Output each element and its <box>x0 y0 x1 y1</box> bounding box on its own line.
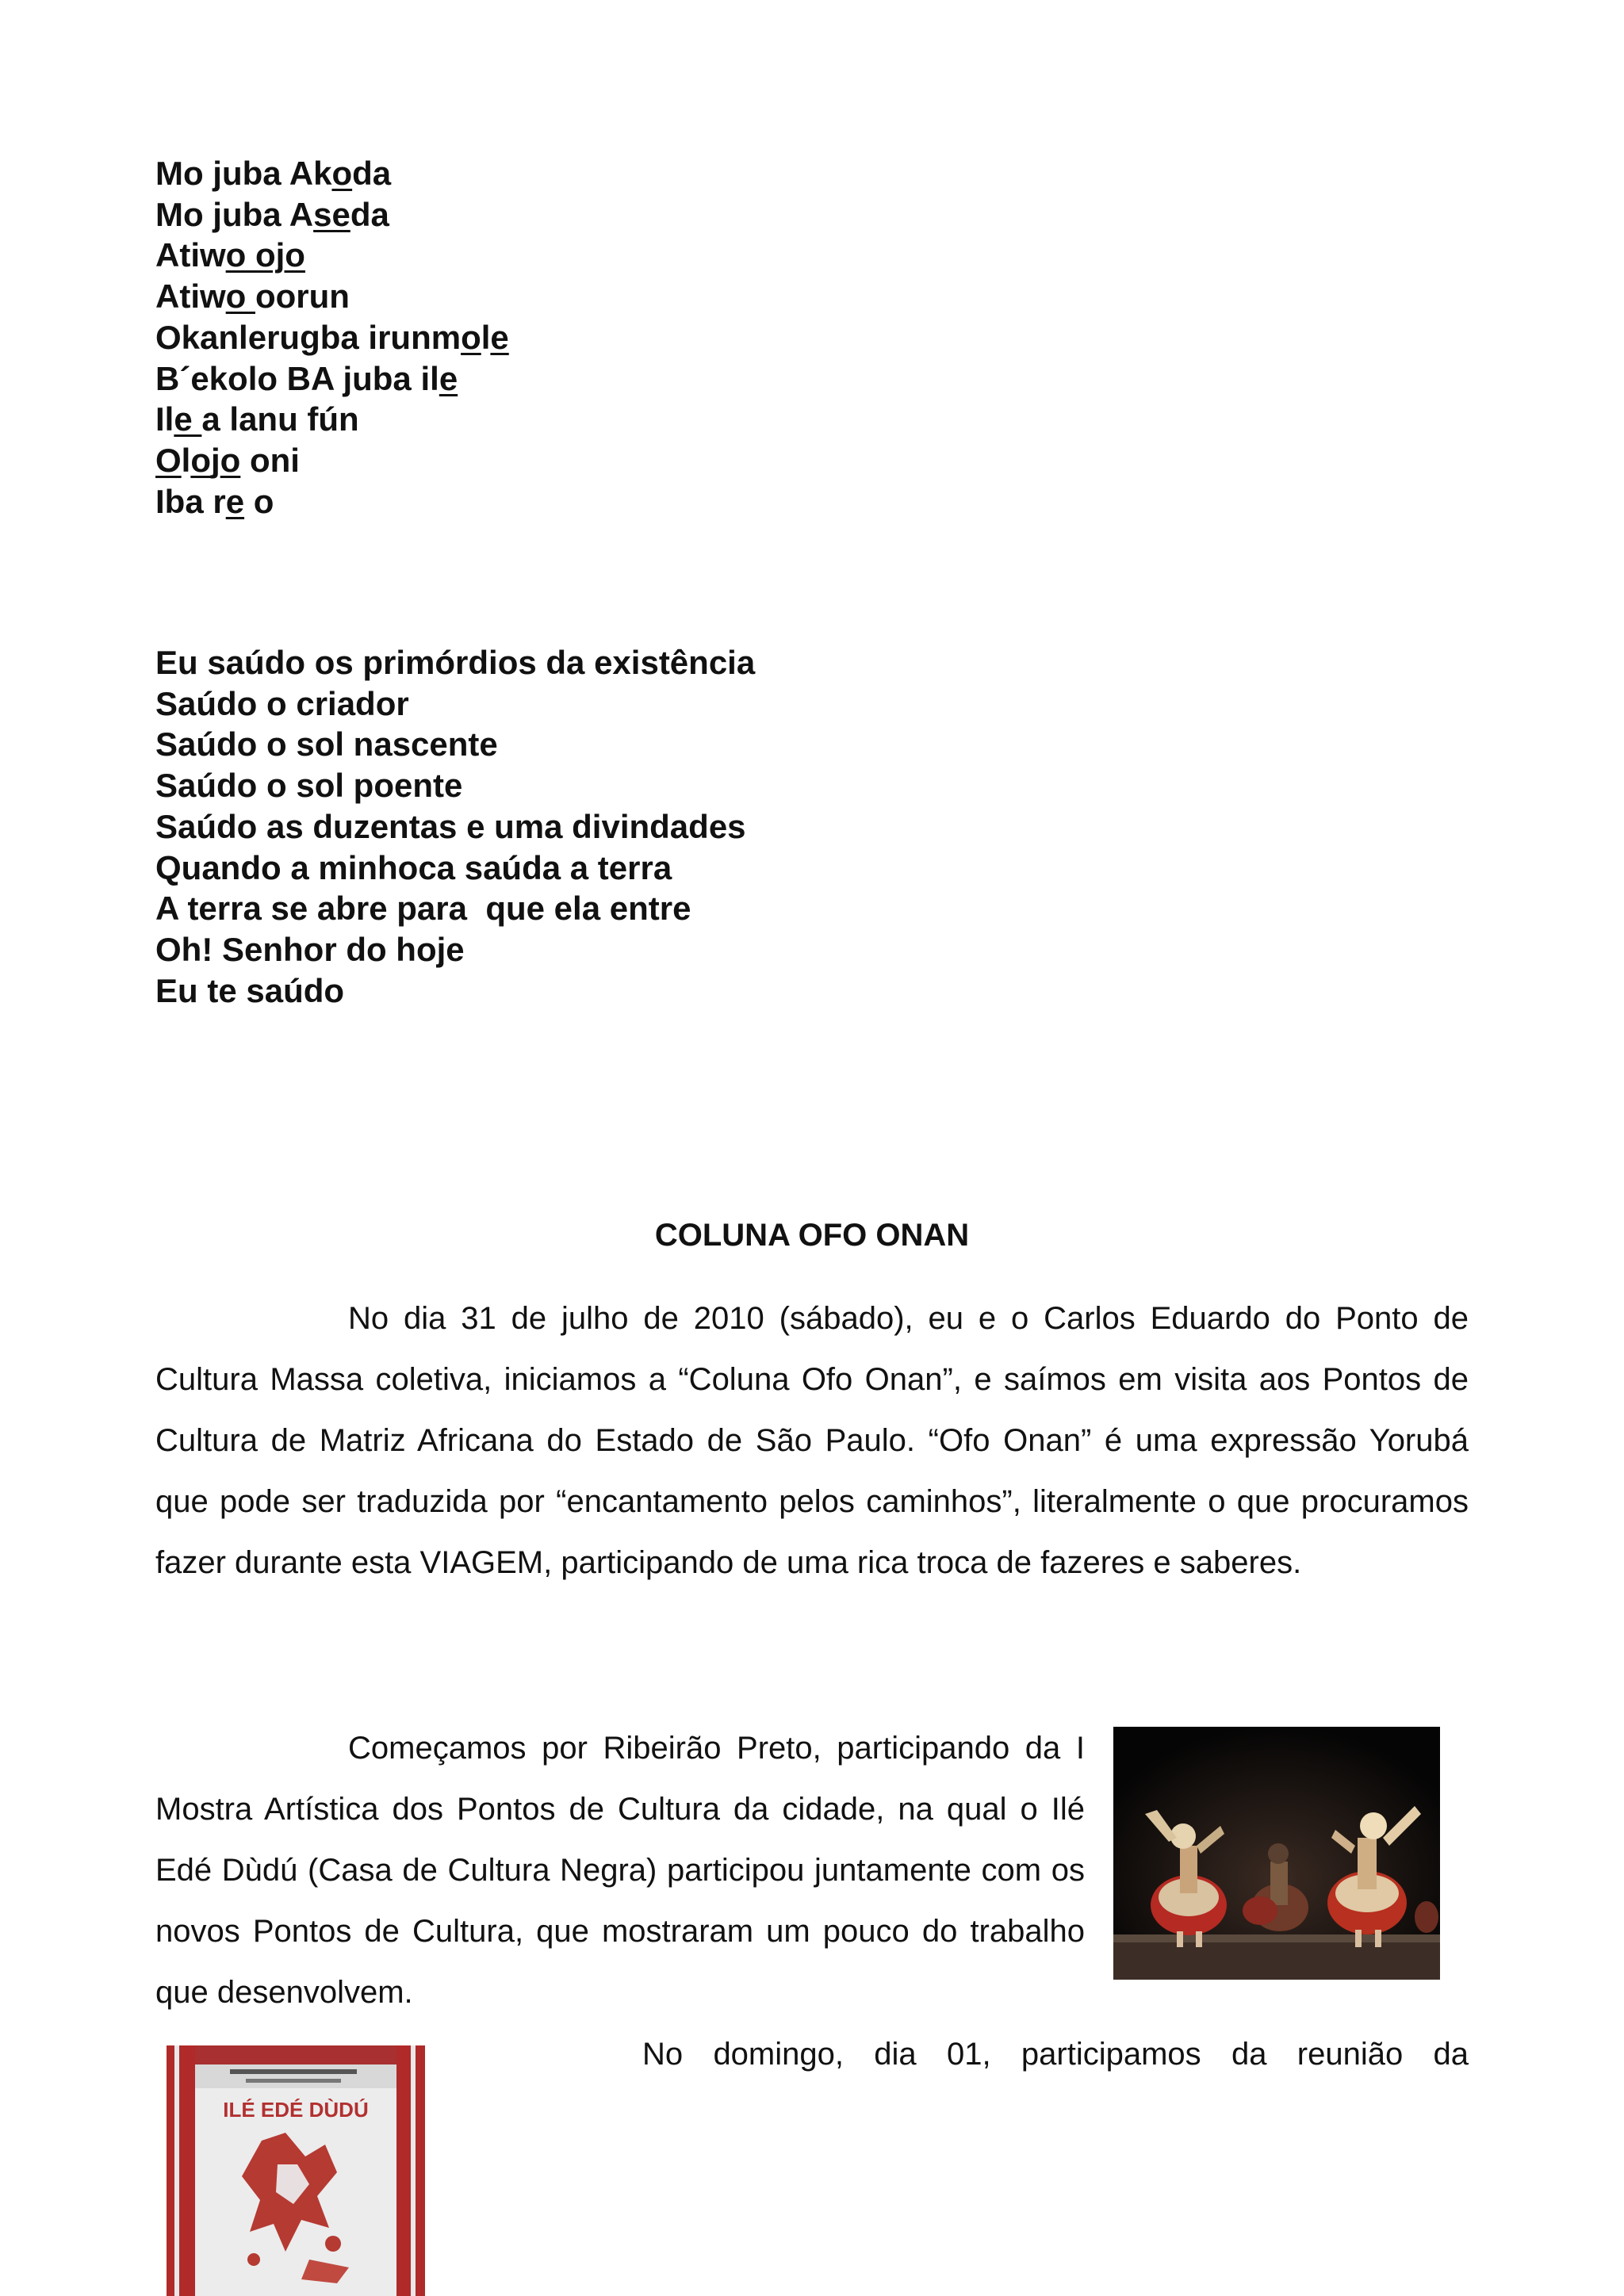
text-segment: Il <box>155 400 174 438</box>
text-segment: oni <box>240 441 300 479</box>
underlined-segment: o <box>225 277 255 316</box>
paragraph-domingo: No domingo, dia 01, participamos da reunião da <box>642 2037 1469 2072</box>
poem-line: Saúdo o sol nascente <box>155 725 498 763</box>
poem-line <box>155 481 509 522</box>
poem-line <box>155 194 509 235</box>
paragraph-intro <box>155 1288 1469 1594</box>
poem-line <box>155 235 509 276</box>
underlined-segment: se <box>313 195 350 233</box>
paragraph-intro-text: No dia 31 de julho de 2010 (sábado), eu e o Carlos Eduardo do Ponto de Cultura Massa coletiva, iniciamos a “Coluna Ofo Onan”, e saímos em visita aos Pontos de Cultura de Matriz Africana do Estado de São Paulo. “Ofo Onan” é uma expressão Yorubá que pode ser traduzida por “encantamento pelos caminhos”, literalmente o que procuramos fazer durante esta VIAGEM, participando de uma rica troca de fazeres e saberes. <box>155 1301 1469 1580</box>
poem-line <box>155 399 509 440</box>
underlined-segment: e <box>439 359 458 397</box>
text-segment: l <box>181 441 191 479</box>
paragraph-ribeirao-text: Começamos por Ribeirão Preto, participando da I Mostra Artística dos Pontos de Cultura da cidade, na qual o Ilé Edé Dùdú (Casa de Cultura Negra) participou juntamente com os novos Pontos de Cultura, que mostraram um pouco do trabalho que desenvolvem. <box>155 1731 1085 2010</box>
banner-photo <box>167 2045 425 2296</box>
underlined-segment: o <box>331 155 353 192</box>
poem-line: A terra se abre para que ela entre <box>155 890 691 928</box>
poem-line: Saúdo o sol poente <box>155 767 463 805</box>
dance-photo <box>1113 1727 1440 1980</box>
underlined-segment: o <box>461 318 481 356</box>
text-segment: l <box>481 318 491 356</box>
poem-line <box>155 317 509 358</box>
text-segment: B´ekolo BA juba il <box>155 359 439 397</box>
text-segment: a lanu fún <box>201 400 359 438</box>
text-segment: Atiw <box>155 277 226 316</box>
poem-line <box>155 440 509 481</box>
paragraph-ribeirao <box>155 1718 1085 2023</box>
poem-line <box>155 358 509 400</box>
underlined-segment: e <box>174 400 202 438</box>
poem-line: Oh! Senhor do hoje <box>155 930 465 968</box>
yoruba-poem <box>155 153 509 522</box>
portuguese-poem <box>155 642 755 1011</box>
text-segment: Mo juba Ak <box>155 155 332 192</box>
text-segment: o <box>244 482 274 520</box>
underlined-segment: o <box>190 441 211 479</box>
poem-line: Saúdo as duzentas e uma divindades <box>155 807 746 845</box>
text-segment: Atiw <box>155 236 226 274</box>
underlined-segment: o ojo <box>225 236 305 274</box>
text-segment: da <box>352 155 392 192</box>
poem-line <box>155 153 509 194</box>
banner-text: ILÉ EDÉ DÙDÚ <box>223 2098 369 2122</box>
poem-line <box>155 276 509 317</box>
poem-line: Eu te saúdo <box>155 971 345 1009</box>
text-segment: da <box>350 195 389 233</box>
text-segment: j <box>211 441 220 479</box>
underlined-segment: e <box>225 482 245 520</box>
section-title: COLUNA OFO ONAN <box>654 1218 970 1253</box>
underlined-segment: O <box>155 441 182 479</box>
underlined-segment: o <box>220 441 241 479</box>
text-segment: Mo juba A <box>155 195 314 233</box>
poem-line: Saúdo o criador <box>155 684 409 722</box>
text-segment: Okanlerugba irunm <box>155 318 462 356</box>
text-segment: Iba r <box>155 482 226 520</box>
poem-line: Eu saúdo os primórdios da existência <box>155 644 756 681</box>
underlined-segment: e <box>490 318 509 356</box>
text-segment: oorun <box>255 277 350 316</box>
poem-line: Quando a minhoca saúda a terra <box>155 848 672 886</box>
